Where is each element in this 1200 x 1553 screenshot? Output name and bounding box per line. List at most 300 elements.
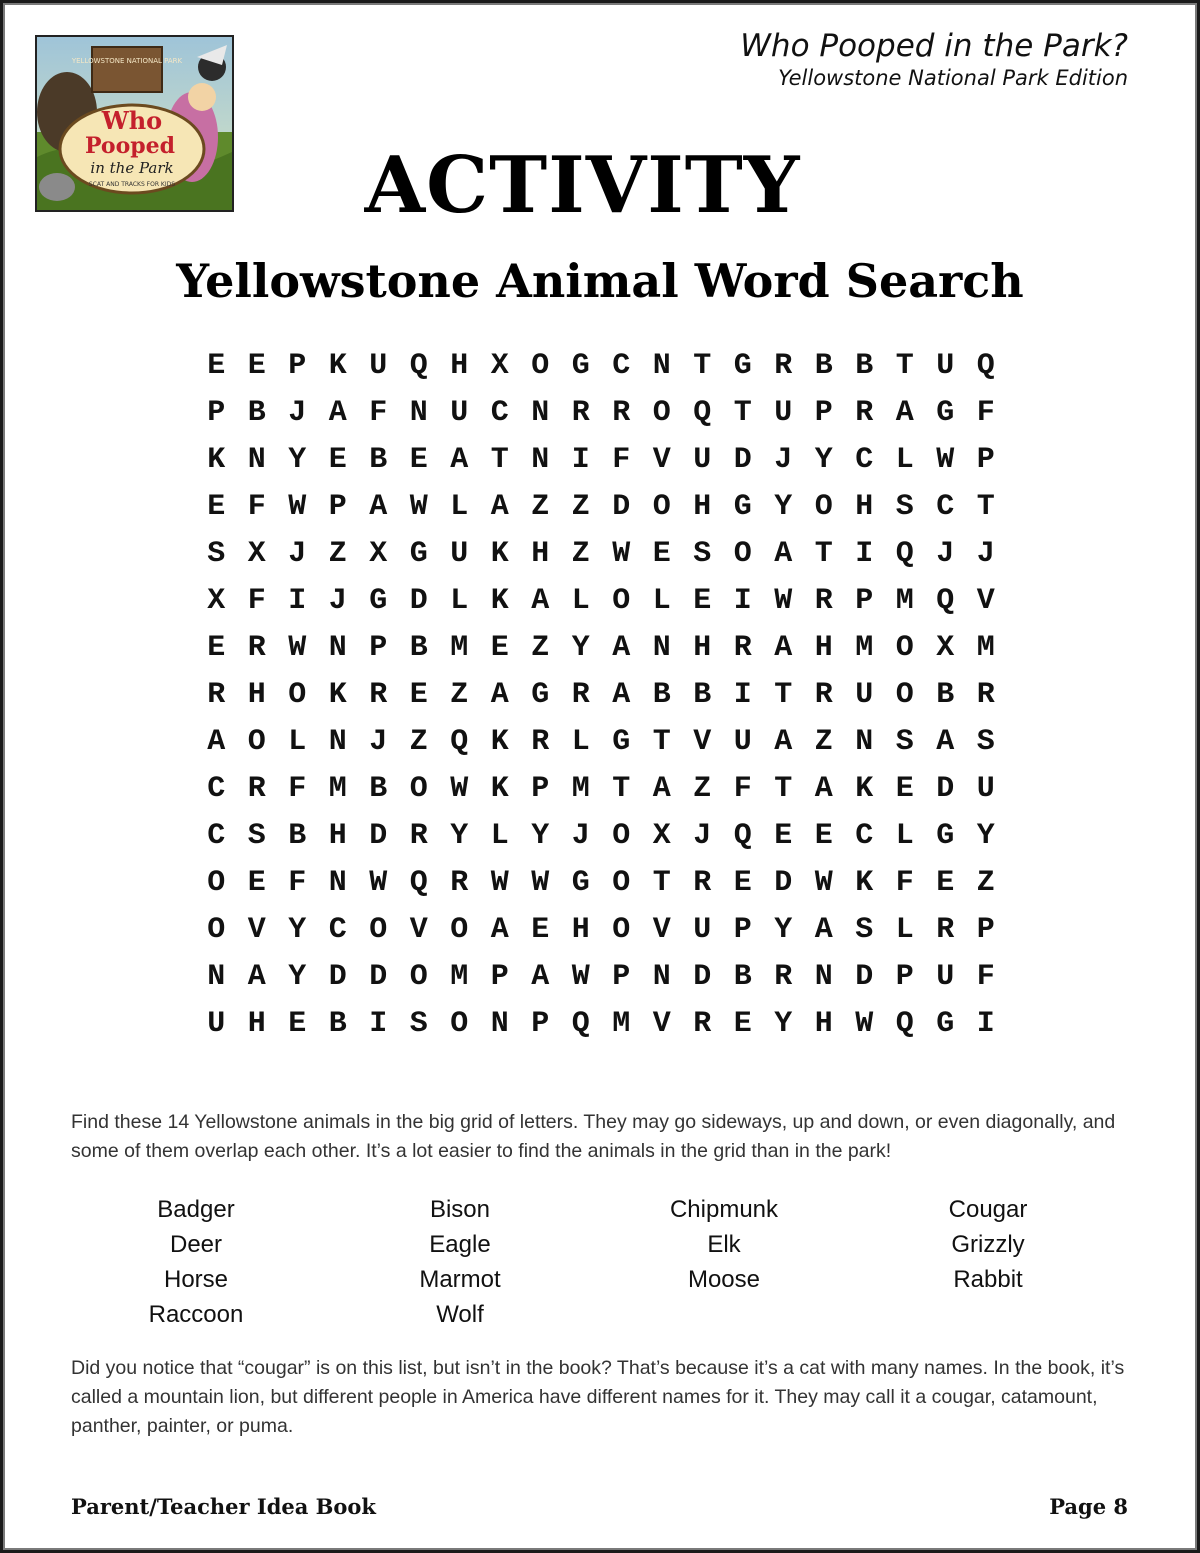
grid-row: [196, 954, 1006, 1001]
grid-letter: T: [652, 866, 671, 900]
grid-letter: B: [855, 349, 874, 383]
grid-letter: M: [571, 772, 590, 806]
grid-letter: N: [652, 349, 671, 383]
grid-letter: A: [490, 913, 509, 947]
grid-letter: E: [207, 490, 226, 524]
footer-book-name: Parent/Teacher Idea Book: [71, 1494, 376, 1519]
grid-letter: Y: [774, 1007, 793, 1041]
grid-letter: R: [531, 725, 550, 759]
grid-letter: R: [774, 960, 793, 994]
grid-letter: R: [855, 396, 874, 430]
grid-letter: S: [207, 537, 226, 571]
grid-letter: F: [288, 866, 307, 900]
grid-letter: L: [652, 584, 671, 618]
grid-letter: B: [369, 772, 388, 806]
grid-letter: J: [936, 537, 955, 571]
grid-letter: S: [409, 1007, 428, 1041]
word-list-item: Raccoon: [148, 1301, 244, 1328]
grid-letter: L: [895, 819, 914, 853]
grid-letter: H: [450, 349, 469, 383]
grid-letter: D: [409, 584, 428, 618]
grid-letter: U: [693, 913, 712, 947]
grid-letter: Y: [814, 443, 833, 477]
grid-letter: D: [612, 490, 631, 524]
grid-letter: I: [369, 1007, 388, 1041]
grid-letter: V: [247, 913, 266, 947]
grid-letter: B: [409, 631, 428, 665]
grid-letter: Z: [531, 490, 550, 524]
grid-row: [196, 766, 1006, 813]
grid-row: [196, 390, 1006, 437]
grid-letter: W: [450, 772, 469, 806]
grid-letter: K: [207, 443, 226, 477]
grid-letter: O: [733, 537, 752, 571]
grid-letter: L: [571, 725, 590, 759]
grid-letter: I: [571, 443, 590, 477]
grid-letter: A: [612, 631, 631, 665]
grid-letter: M: [328, 772, 347, 806]
grid-letter: R: [612, 396, 631, 430]
grid-letter: U: [936, 349, 955, 383]
grid-letter: B: [328, 1007, 347, 1041]
grid-letter: B: [288, 819, 307, 853]
grid-letter: L: [571, 584, 590, 618]
grid-letter: I: [733, 584, 752, 618]
grid-letter: A: [531, 584, 550, 618]
grid-letter: A: [450, 443, 469, 477]
grid-letter: G: [733, 349, 752, 383]
grid-letter: A: [774, 537, 793, 571]
instructions-text: Find these 14 Yellowstone animals in the big grid of letters. They may go sideways, up and down, or even diagonally, and some of them overlap each other. It’s a lot easier to find the animals in the grid than in the park!: [71, 1111, 1116, 1162]
grid-letter: P: [490, 960, 509, 994]
grid-letter: S: [855, 913, 874, 947]
grid-row: [196, 578, 1006, 625]
grid-letter: O: [612, 584, 631, 618]
grid-letter: J: [288, 396, 307, 430]
grid-letter: F: [976, 396, 995, 430]
grid-letter: C: [490, 396, 509, 430]
grid-letter: W: [814, 866, 833, 900]
grid-letter: Q: [936, 584, 955, 618]
grid-row: [196, 1001, 1006, 1048]
grid-letter: F: [369, 396, 388, 430]
grid-letter: K: [328, 349, 347, 383]
word-list-item: Marmot: [419, 1266, 501, 1293]
grid-letter: A: [490, 490, 509, 524]
grid-letter: O: [409, 772, 428, 806]
grid-letter: U: [450, 396, 469, 430]
grid-letter: R: [814, 678, 833, 712]
grid-letter: P: [895, 960, 914, 994]
grid-letter: O: [612, 866, 631, 900]
grid-letter: A: [369, 490, 388, 524]
grid-letter: T: [693, 349, 712, 383]
word-list-item: Eagle: [429, 1231, 491, 1258]
grid-letter: N: [247, 443, 266, 477]
grid-letter: E: [693, 584, 712, 618]
grid-letter: W: [571, 960, 590, 994]
grid-letter: O: [288, 678, 307, 712]
grid-letter: P: [976, 443, 995, 477]
grid-letter: H: [328, 819, 347, 853]
grid-letter: Q: [733, 819, 752, 853]
grid-letter: Y: [288, 443, 307, 477]
grid-letter: G: [936, 819, 955, 853]
grid-letter: J: [571, 819, 590, 853]
grid-row: [196, 625, 1006, 672]
grid-letter: P: [369, 631, 388, 665]
grid-letter: H: [693, 631, 712, 665]
grid-letter: G: [936, 396, 955, 430]
grid-letter: W: [288, 631, 307, 665]
grid-letter: A: [531, 960, 550, 994]
grid-letter: Y: [531, 819, 550, 853]
grid-letter: Z: [814, 725, 833, 759]
grid-letter: K: [328, 678, 347, 712]
word-list-item: Deer: [169, 1231, 223, 1258]
grid-letter: X: [207, 584, 226, 618]
grid-letter: N: [652, 960, 671, 994]
grid-letter: E: [531, 913, 550, 947]
grid-letter: E: [814, 819, 833, 853]
grid-letter: H: [814, 1007, 833, 1041]
grid-letter: Z: [571, 537, 590, 571]
grid-letter: R: [936, 913, 955, 947]
grid-letter: M: [612, 1007, 631, 1041]
grid-letter: E: [328, 443, 347, 477]
grid-letter: T: [976, 490, 995, 524]
grid-letter: F: [247, 584, 266, 618]
grid-letter: R: [571, 396, 590, 430]
grid-letter: D: [693, 960, 712, 994]
grid-letter: H: [693, 490, 712, 524]
grid-letter: B: [814, 349, 833, 383]
grid-letter: X: [652, 819, 671, 853]
grid-letter: J: [693, 819, 712, 853]
grid-letter: H: [247, 1007, 266, 1041]
grid-letter: U: [855, 678, 874, 712]
grid-letter: T: [490, 443, 509, 477]
grid-letter: J: [288, 537, 307, 571]
grid-letter: N: [328, 725, 347, 759]
grid-letter: D: [369, 960, 388, 994]
grid-letter: C: [855, 819, 874, 853]
grid-letter: Z: [693, 772, 712, 806]
grid-letter: P: [976, 913, 995, 947]
grid-letter: Z: [450, 678, 469, 712]
grid-row: [196, 907, 1006, 954]
grid-letter: F: [976, 960, 995, 994]
grid-letter: A: [814, 913, 833, 947]
grid-letter: J: [774, 443, 793, 477]
grid-letter: K: [855, 866, 874, 900]
grid-letter: B: [936, 678, 955, 712]
page-subtitle: Yellowstone Animal Word Search: [176, 254, 1024, 308]
grid-letter: C: [936, 490, 955, 524]
grid-row: [196, 531, 1006, 578]
grid-letter: K: [490, 537, 509, 571]
grid-letter: F: [288, 772, 307, 806]
grid-letter: G: [571, 866, 590, 900]
grid-letter: Q: [571, 1007, 590, 1041]
grid-letter: J: [976, 537, 995, 571]
grid-letter: L: [450, 490, 469, 524]
grid-letter: C: [612, 349, 631, 383]
grid-letter: X: [936, 631, 955, 665]
grid-letter: B: [693, 678, 712, 712]
grid-letter: Q: [693, 396, 712, 430]
grid-letter: G: [571, 349, 590, 383]
grid-letter: B: [369, 443, 388, 477]
grid-letter: T: [612, 772, 631, 806]
grid-letter: B: [733, 960, 752, 994]
grid-letter: K: [855, 772, 874, 806]
grid-letter: B: [247, 396, 266, 430]
footer-page-number: Page 8: [1049, 1494, 1128, 1519]
grid-letter: U: [936, 960, 955, 994]
grid-letter: O: [652, 490, 671, 524]
grid-letter: K: [490, 772, 509, 806]
grid-letter: A: [612, 678, 631, 712]
word-list-item: Horse: [163, 1266, 229, 1293]
word-list-item: Badger: [157, 1196, 235, 1223]
grid-letter: Z: [571, 490, 590, 524]
grid-letter: R: [409, 819, 428, 853]
grid-letter: Q: [409, 866, 428, 900]
grid-letter: N: [652, 631, 671, 665]
grid-letter: U: [976, 772, 995, 806]
grid-letter: N: [855, 725, 874, 759]
grid-letter: N: [409, 396, 428, 430]
cover-title-line1: Who: [101, 106, 163, 135]
grid-letter: H: [571, 913, 590, 947]
grid-letter: E: [409, 443, 428, 477]
grid-letter: F: [895, 866, 914, 900]
grid-letter: O: [652, 396, 671, 430]
grid-letter: V: [652, 1007, 671, 1041]
grid-letter: D: [328, 960, 347, 994]
word-list-item: Cougar: [948, 1196, 1028, 1223]
grid-letter: P: [207, 396, 226, 430]
grid-letter: O: [247, 725, 266, 759]
grid-letter: D: [774, 866, 793, 900]
grid-letter: M: [450, 960, 469, 994]
grid-letter: A: [207, 725, 226, 759]
page-heading: ACTIVITY: [364, 140, 801, 231]
grid-letter: T: [652, 725, 671, 759]
grid-letter: M: [976, 631, 995, 665]
grid-letter: Y: [288, 913, 307, 947]
grid-letter: R: [207, 678, 226, 712]
grid-letter: R: [247, 631, 266, 665]
grid-row: [196, 813, 1006, 860]
grid-letter: V: [652, 443, 671, 477]
cover-tagline: SCAT AND TRACKS FOR KIDS: [88, 181, 176, 188]
grid-letter: Z: [531, 631, 550, 665]
grid-letter: U: [733, 725, 752, 759]
grid-letter: O: [895, 631, 914, 665]
grid-letter: N: [531, 396, 550, 430]
grid-letter: R: [247, 772, 266, 806]
grid-letter: E: [733, 1007, 752, 1041]
grid-letter: T: [895, 349, 914, 383]
grid-letter: P: [612, 960, 631, 994]
cover-title-line3: in the Park: [90, 159, 174, 177]
word-list-item: Chipmunk: [669, 1196, 779, 1223]
grid-letter: N: [531, 443, 550, 477]
grid-letter: W: [936, 443, 955, 477]
grid-letter: M: [450, 631, 469, 665]
grid-letter: E: [774, 819, 793, 853]
grid-letter: M: [895, 584, 914, 618]
grid-letter: A: [247, 960, 266, 994]
grid-row: [196, 437, 1006, 484]
word-list-item: Elk: [707, 1231, 741, 1258]
grid-letter: J: [369, 725, 388, 759]
grid-letter: A: [328, 396, 347, 430]
grid-letter: C: [328, 913, 347, 947]
grid-letter: O: [612, 819, 631, 853]
word-search-grid: [196, 343, 1006, 1048]
grid-letter: Q: [976, 349, 995, 383]
grid-letter: P: [531, 1007, 550, 1041]
grid-letter: S: [976, 725, 995, 759]
grid-letter: C: [855, 443, 874, 477]
grid-letter: X: [490, 349, 509, 383]
grid-letter: E: [288, 1007, 307, 1041]
grid-letter: A: [774, 725, 793, 759]
grid-letter: O: [895, 678, 914, 712]
grid-letter: X: [247, 537, 266, 571]
grid-letter: P: [733, 913, 752, 947]
grid-letter: U: [774, 396, 793, 430]
grid-letter: R: [733, 631, 752, 665]
grid-letter: V: [409, 913, 428, 947]
grid-letter: P: [855, 584, 874, 618]
grid-letter: I: [733, 678, 752, 712]
grid-letter: E: [409, 678, 428, 712]
grid-letter: O: [207, 866, 226, 900]
grid-letter: X: [369, 537, 388, 571]
grid-letter: Y: [288, 960, 307, 994]
cover-sign-text: YELLOWSTONE NATIONAL PARK: [71, 57, 183, 65]
grid-letter: E: [895, 772, 914, 806]
grid-letter: I: [288, 584, 307, 618]
grid-row: [196, 672, 1006, 719]
grid-letter: Q: [895, 537, 914, 571]
grid-letter: D: [855, 960, 874, 994]
grid-letter: B: [652, 678, 671, 712]
grid-letter: R: [774, 349, 793, 383]
grid-letter: H: [855, 490, 874, 524]
grid-letter: G: [409, 537, 428, 571]
grid-letter: H: [531, 537, 550, 571]
grid-letter: O: [612, 913, 631, 947]
grid-letter: G: [936, 1007, 955, 1041]
grid-letter: H: [247, 678, 266, 712]
grid-letter: R: [450, 866, 469, 900]
grid-letter: M: [855, 631, 874, 665]
grid-letter: C: [207, 819, 226, 853]
grid-letter: K: [490, 725, 509, 759]
grid-letter: O: [369, 913, 388, 947]
grid-row: [196, 719, 1006, 766]
grid-letter: A: [895, 396, 914, 430]
grid-letter: G: [369, 584, 388, 618]
grid-letter: E: [207, 631, 226, 665]
grid-letter: C: [207, 772, 226, 806]
word-list-item: Rabbit: [953, 1266, 1023, 1293]
grid-letter: R: [814, 584, 833, 618]
grid-letter: N: [207, 960, 226, 994]
word-list-item: Wolf: [436, 1301, 484, 1328]
grid-letter: A: [490, 678, 509, 712]
grid-letter: W: [490, 866, 509, 900]
grid-letter: F: [612, 443, 631, 477]
grid-letter: E: [490, 631, 509, 665]
grid-letter: R: [693, 866, 712, 900]
grid-letter: V: [652, 913, 671, 947]
book-title: Who Pooped in the Park?: [740, 28, 1128, 64]
grid-letter: N: [328, 866, 347, 900]
grid-letter: A: [936, 725, 955, 759]
grid-letter: V: [693, 725, 712, 759]
grid-letter: Y: [976, 819, 995, 853]
grid-letter: E: [652, 537, 671, 571]
grid-letter: O: [409, 960, 428, 994]
grid-letter: D: [369, 819, 388, 853]
edition-subtitle: Yellowstone National Park Edition: [778, 66, 1128, 90]
grid-letter: R: [369, 678, 388, 712]
grid-letter: G: [733, 490, 752, 524]
grid-letter: D: [733, 443, 752, 477]
grid-letter: W: [774, 584, 793, 618]
grid-letter: L: [490, 819, 509, 853]
grid-letter: G: [531, 678, 550, 712]
grid-letter: P: [328, 490, 347, 524]
grid-letter: W: [612, 537, 631, 571]
grid-letter: E: [247, 349, 266, 383]
grid-letter: T: [774, 772, 793, 806]
grid-letter: U: [369, 349, 388, 383]
grid-letter: T: [814, 537, 833, 571]
grid-letter: S: [895, 490, 914, 524]
grid-letter: N: [328, 631, 347, 665]
grid-letter: W: [409, 490, 428, 524]
grid-letter: O: [531, 349, 550, 383]
grid-letter: D: [936, 772, 955, 806]
grid-letter: P: [814, 396, 833, 430]
grid-letter: G: [612, 725, 631, 759]
grid-row: [196, 343, 1006, 390]
grid-letter: R: [976, 678, 995, 712]
grid-letter: Y: [450, 819, 469, 853]
grid-letter: Y: [774, 490, 793, 524]
grid-letter: R: [571, 678, 590, 712]
grid-letter: U: [450, 537, 469, 571]
grid-letter: K: [490, 584, 509, 618]
grid-letter: T: [774, 678, 793, 712]
grid-letter: W: [369, 866, 388, 900]
grid-letter: E: [247, 866, 266, 900]
grid-letter: Q: [895, 1007, 914, 1041]
cougar-note: Did you notice that “cougar” is on this list, but isn’t in the book? That’s because it’s a cat with many names. In the book, it’s called a mountain lion, but different people in America have different names for it. They may call it a cougar, catamount, panther, painter, or puma.: [71, 1357, 1125, 1437]
grid-letter: S: [693, 537, 712, 571]
grid-letter: L: [288, 725, 307, 759]
grid-letter: L: [450, 584, 469, 618]
grid-letter: W: [288, 490, 307, 524]
grid-letter: L: [895, 913, 914, 947]
